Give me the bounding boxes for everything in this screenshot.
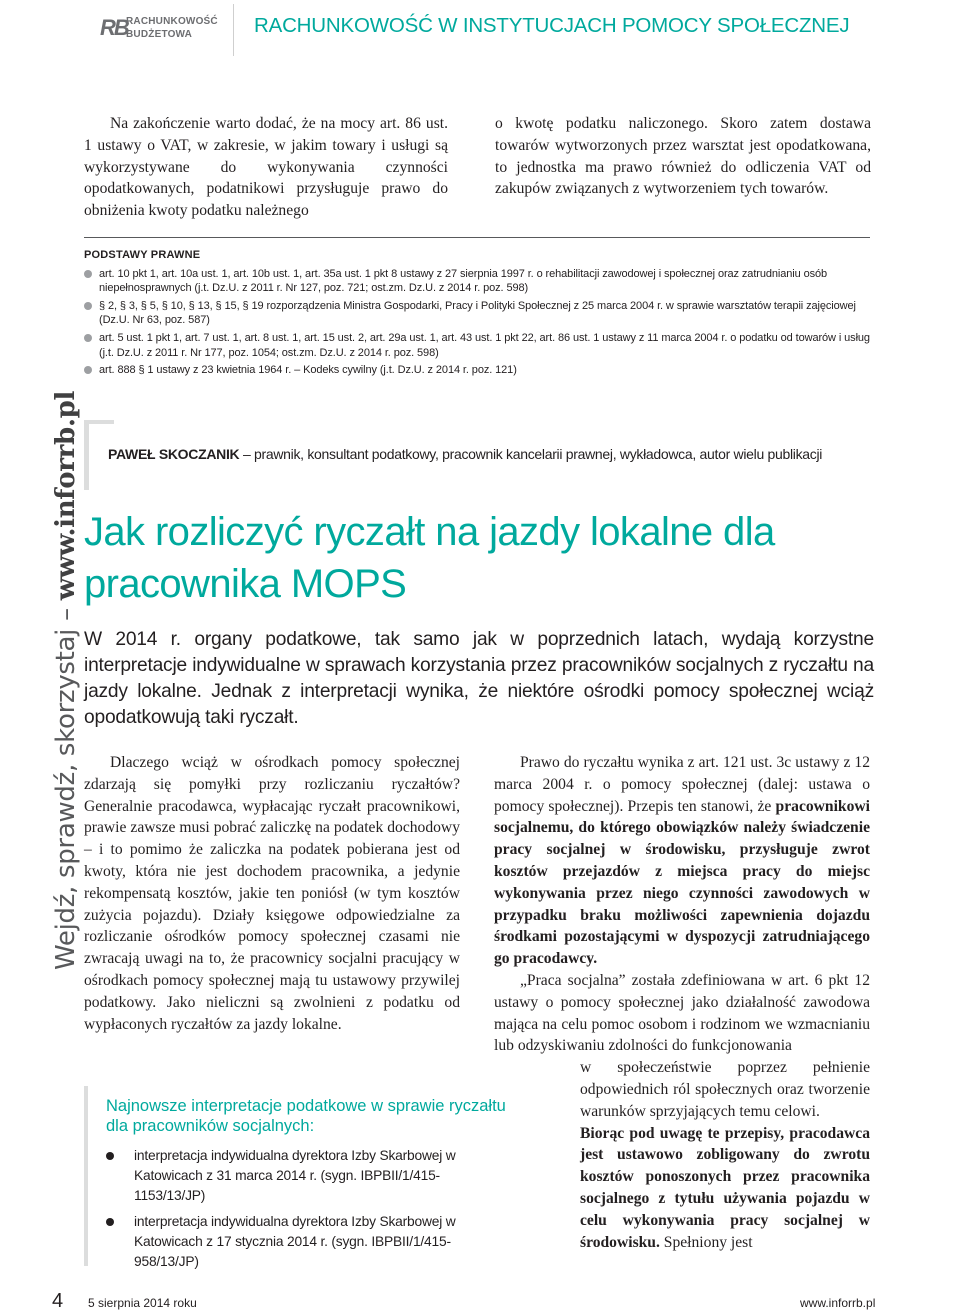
interpretations-list (106, 1146, 506, 1278)
interpretations-box-bar (84, 1086, 88, 1266)
article-left-column (84, 752, 460, 1035)
article-title: Jak rozliczyć ryczałt na jazdy lokalne dla pracownika MOPS (84, 510, 775, 606)
bullet-icon (106, 1218, 114, 1226)
author-name: PAWEŁ SKOCZANIK (108, 446, 240, 462)
side-banner-url[interactable]: www.inforrb.pl (51, 390, 81, 601)
bullet-icon (84, 270, 92, 278)
issue-date: 5 sierpnia 2014 roku (88, 1296, 197, 1310)
article-right-paragraph-3: Biorąc pod uwagę te przepisy, pracodawca jest ustawowo zobligowany do zwrotu kosztów ponoszonych przez pracownika socjalnego z tytułu używania pojazdu w celu wykonywania pracy socjalnej w środowisku. Spełniony jest (580, 1124, 870, 1251)
legal-basis-item: art. 888 § 1 ustawy z 23 kwietnia 1964 r. – Kodeks cywilny (j.t. Dz.U. z 2014 r. poz. 121) (84, 363, 874, 378)
author-bio: – prawnik, konsultant podatkowy, pracownik kancelarii prawnej, wykładowca, autor wielu publikacji (239, 446, 823, 462)
legal-basis-item: art. 10 pkt 1, art. 10a ust. 1, art. 10b ust. 1, art. 35a ust. 1 pkt 8 ustawy z 27 sierpnia 1997 r. o rehabilitacji zawodowej i społecznej oraz zatrudnianiu osób niepełnosprawnych (j.t. Dz.U. z 2011 r. Nr 127, poz. 721; ost.zm. Dz.U. z 2014 r. poz. 598) (84, 267, 874, 296)
author-box-corner (84, 420, 114, 424)
bullet-icon (84, 334, 92, 342)
side-banner-text: Wejdź, sprawdź, skorzystaj – www.inforrb.pl (51, 390, 81, 970)
legal-basis-divider (84, 237, 870, 238)
article-right-column (494, 752, 870, 1253)
author-box-bar (84, 420, 89, 490)
legal-basis-item: § 2, § 3, § 5, § 10, § 13, § 15, § 19 rozporządzenia Ministra Gospodarki, Pracy i Polityki Społecznej z 25 marca 2004 r. w sprawie warsztatów terapii zajęciowej (Dz.U. Nr 63, poz. 587) (84, 299, 874, 328)
interpretations-title: Najnowsze interpretacje podatkowe w sprawie ryczałtu dla pracowników socjalnych: (106, 1097, 506, 1135)
bullet-icon (84, 366, 92, 374)
side-banner (26, 390, 81, 970)
section-title: RACHUNKOWOŚĆ W INSTYTUCJACH POMOCY SPOŁECZNEJ (254, 14, 850, 37)
article-right-paragraph-2-cont: w społeczeństwie poprzez pełnienie odpowiednich ról społecznych oraz tworzenie warunków sprzyjających temu celowi. (580, 1059, 870, 1120)
logo-line-2: BUDŻETOWA (126, 29, 193, 40)
article-lead: W 2014 r. organy podatkowe, tak samo jak w poprzednich latach, wydają korzystne interpretacje indywidualne w sprawach korzystania przez pracowników socjalnych z ryczałtu na jazdy lokalne. Jednak z interpretacji wynika, że niektóre ośrodki pomocy społecznej wciąż opodatkowują taki ryczałt. (84, 629, 874, 728)
footer-url[interactable]: www.inforrb.pl (800, 1296, 876, 1310)
logo-mark: RB (100, 15, 128, 40)
intro-right-column (495, 113, 871, 200)
article-right-paragraph-1: Prawo do ryczałtu wynika z art. 121 ust. 3c ustawy z 12 marca 2004 r. o pomocy społecznej (dalej: ustawa o pomocy społecznej). Przepis ten stanowi, że pracownikowi socjalnemu, do którego obowiązków należy świadczenie pracy socjalnej w środowisku, przysługuje zwrot kosztów przejazdów z miejsca pracy do miejsc wykonywania przez niego czynności zawodowych w przypadku braku możliwości zapewnienia dojazdu środkami pozostającymi w dyspozycji zatrudniającego go pracodawcy. (494, 754, 870, 968)
logo-line-1: RACHUNKOWOŚĆ (126, 16, 218, 27)
legal-basis-item: art. 5 ust. 1 pkt 1, art. 7 ust. 1, art. 8 ust. 1, art. 15 ust. 2, art. 29a ust. 1, art. 43 ust. 1 pkt 22, art. 86 ust. 1 ustawy z 11 marca 2004 r. o podatku od towarów i usług (j.t. Dz.U. z 2011 r. Nr 177, poz. 1054; ost.zm. Dz.U. z 2014 r. poz. 598) (84, 331, 874, 360)
article-right-paragraph-2: „Praca socjalna” została zdefiniowana w art. 6 pkt 12 ustawy o pomocy społecznej jako działalność zawodowa mająca na celu pomoc osobom i rodzinom we wzmacnianiu lub odzyskiwaniu zdolności do funkcjonowania (494, 971, 870, 1055)
intro-left-column (84, 113, 448, 222)
bullet-icon (84, 302, 92, 310)
intro-left-paragraph: Na zakończenie warto dodać, że na mocy art. 86 ust. 1 ustawy o VAT, w zakresie, w jakim towary i usługi są wykorzystywane do wykonywania czynności opodatkowanych, podatnikowi przysługuje prawo do obniżenia kwoty podatku należnego (84, 115, 448, 220)
author-box (84, 420, 874, 490)
intro-right-paragraph: o kwotę podatku naliczonego. Skoro zatem dostawa towarów wytworzonych przez warsztat jest opodatkowana, to jednostka ma prawo również do odliczenia VAT od zakupów związanych z wytworzeniem tych towarów. (495, 115, 871, 198)
publication-logo (100, 12, 220, 44)
interpretation-item: interpretacja indywidualna dyrektora Izby Skarbowej w Katowicach z 31 marca 2014 r. (sygn. IBPBII/1/415-1153/13/JP) (106, 1146, 506, 1206)
article-left-paragraph: Dlaczego wciąż w ośrodkach pomocy społecznej zdarzają się pomyłki przy rozliczaniu ryczałtów? Generalnie pracodawca, wypłacając ryczałt pracownikowi, prawie zawsze musi pobrać zaliczkę na podatek dochodowy – i to pomimo że zaliczka na podatek pobierana jest od kwoty, która nie jest dochodem pracownika, a jedynie rekompensatą kosztów, jakie ten poniósł (w tym kosztów zużycia pojazdu). Działy księgowe odpowiedzialne za rozliczanie ośrodków pomocy społecznej czasami nie zwracają uwagi na to, że pracownicy socjalni pracujący w ośrodkach pomocy społecznej mają tu ustawowy przywilej podatkowy. Jako nieliczni są zwolnieni z podatku od wypłaconych ryczałtów za jazdy lokalne. (84, 754, 460, 1033)
legal-basis-heading: PODSTAWY PRAWNE (84, 249, 201, 261)
interpretations-box (84, 1086, 506, 1269)
page-number: 4 (52, 1290, 64, 1312)
legal-basis-box (84, 248, 874, 381)
bullet-icon (106, 1152, 114, 1160)
legal-basis-list (84, 267, 874, 378)
header-divider (233, 4, 234, 56)
interpretation-item: interpretacja indywidualna dyrektora Izby Skarbowej w Katowicach z 17 stycznia 2014 r. (sygn. IBPBII/1/415-958/13/JP) (106, 1212, 506, 1272)
page-header (0, 0, 960, 60)
author-info (108, 446, 822, 462)
